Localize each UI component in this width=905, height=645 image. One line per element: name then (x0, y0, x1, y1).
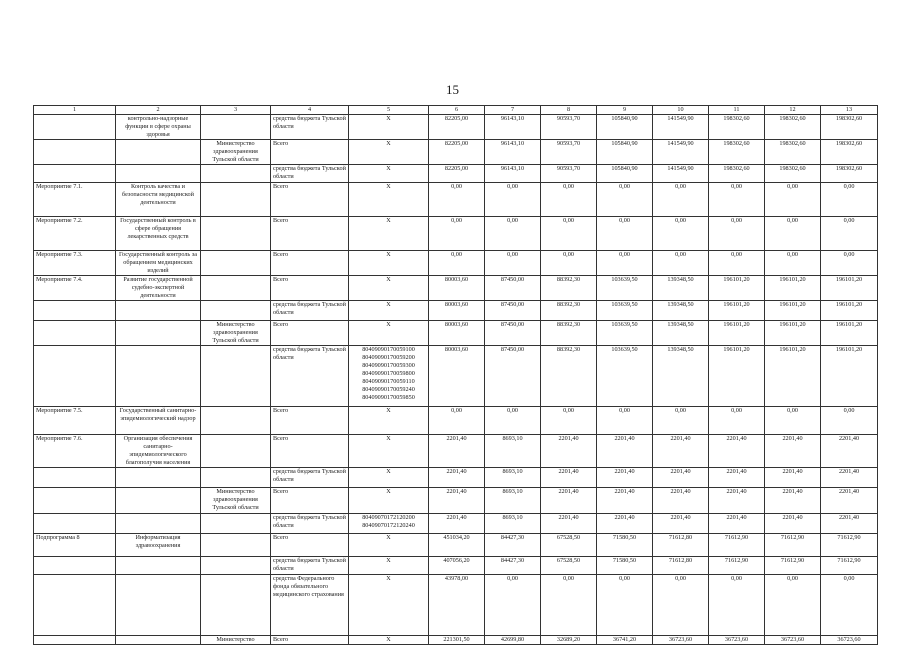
year-value-cell: 105840,90 (597, 115, 653, 140)
year-value-cell: 0,00 (709, 216, 765, 250)
year-value-cell: 139348,50 (653, 320, 709, 345)
year-value-cell: 407056,20 (429, 556, 485, 574)
row-executor (201, 533, 271, 556)
row-executor (201, 435, 271, 468)
row-executor (201, 165, 271, 182)
year-value-cell: 139348,50 (653, 275, 709, 300)
year-value-cell: 0,00 (653, 182, 709, 216)
row-description (116, 346, 201, 407)
table-row (34, 300, 878, 320)
year-value-cell: 2201,40 (429, 468, 485, 488)
table-row (34, 182, 878, 216)
row-label (34, 556, 116, 574)
year-value-cell: 196101,20 (821, 275, 878, 300)
year-value-cell: 0,00 (429, 216, 485, 250)
year-value-cell: 0,00 (821, 182, 878, 216)
year-value-cell: 139348,50 (653, 300, 709, 320)
row-budget-code: Х (349, 533, 429, 556)
year-value-cell: 139348,50 (653, 346, 709, 407)
row-budget-code: Х (349, 407, 429, 435)
year-value-cell: 0,00 (765, 216, 821, 250)
year-value-cell: 0,00 (541, 407, 597, 435)
year-value-cell: 0,00 (541, 216, 597, 250)
year-value-cell: 36723,60 (709, 635, 765, 644)
year-value-cell: 0,00 (653, 250, 709, 275)
table-row (34, 556, 878, 574)
row-executor (201, 300, 271, 320)
year-value-cell: 0,00 (485, 182, 541, 216)
year-value-cell: 198302,60 (821, 165, 878, 182)
row-budget-code: 80409070172120200 80409070172120240 (349, 513, 429, 533)
row-funding-source: средства бюджета Тульской области (271, 115, 349, 140)
col-number: 1 (34, 106, 116, 115)
year-value-cell: 2201,40 (429, 488, 485, 513)
table-row (34, 140, 878, 165)
row-funding-source: средства бюджета Тульской области (271, 513, 349, 533)
year-value-cell: 0,00 (821, 407, 878, 435)
year-value-cell: 0,00 (653, 574, 709, 635)
row-funding-source: Всего (271, 488, 349, 513)
row-description (116, 300, 201, 320)
year-value-cell: 0,00 (541, 182, 597, 216)
year-value-cell: 8693,10 (485, 488, 541, 513)
row-budget-code: Х (349, 574, 429, 635)
year-value-cell: 42699,80 (485, 635, 541, 644)
year-value-cell: 0,00 (485, 216, 541, 250)
row-description (116, 165, 201, 182)
year-value-cell: 2201,40 (429, 513, 485, 533)
row-budget-code: Х (349, 635, 429, 644)
row-label (34, 488, 116, 513)
year-value-cell: 80003,60 (429, 300, 485, 320)
year-value-cell: 2201,40 (541, 468, 597, 488)
year-value-cell: 2201,40 (597, 435, 653, 468)
row-funding-source: Всего (271, 182, 349, 216)
row-executor (201, 182, 271, 216)
row-description (116, 140, 201, 165)
year-value-cell: 71580,50 (597, 533, 653, 556)
year-value-cell: 2201,40 (597, 513, 653, 533)
year-value-cell: 36741,20 (597, 635, 653, 644)
year-value-cell: 0,00 (597, 407, 653, 435)
year-value-cell: 141549,90 (653, 140, 709, 165)
table-row (34, 275, 878, 300)
table-row (34, 165, 878, 182)
column-number-row (34, 106, 878, 115)
row-funding-source: средства бюджета Тульской области (271, 165, 349, 182)
row-description (116, 556, 201, 574)
row-label: Подпрограмма 8 (34, 533, 116, 556)
row-label (34, 165, 116, 182)
year-value-cell: 2201,40 (653, 513, 709, 533)
table-row (34, 346, 878, 407)
year-value-cell: 2201,40 (709, 435, 765, 468)
year-value-cell: 2201,40 (765, 435, 821, 468)
row-funding-source: Всего (271, 635, 349, 644)
row-funding-source: средства Федерального фонда обязательного медицинского страхования (271, 574, 349, 635)
row-label (34, 346, 116, 407)
row-budget-code: Х (349, 468, 429, 488)
row-funding-source: Всего (271, 250, 349, 275)
year-value-cell: 103639,50 (597, 275, 653, 300)
year-value-cell: 103639,50 (597, 346, 653, 407)
row-executor: Министерство (201, 635, 271, 644)
row-description: контрольно-надзорные функции в сфере охраны здоровья (116, 115, 201, 140)
page-number: 15 (446, 82, 459, 97)
year-value-cell: 87450,00 (485, 300, 541, 320)
row-description: Государственный контроль в сфере обращения лекарственных средств (116, 216, 201, 250)
year-value-cell: 71612,90 (709, 533, 765, 556)
year-value-cell: 0,00 (765, 250, 821, 275)
row-funding-source: средства бюджета Тульской области (271, 300, 349, 320)
year-value-cell: 0,00 (485, 407, 541, 435)
row-label (34, 320, 116, 345)
row-description: Государственный контроль за обращением медицинских изделий (116, 250, 201, 275)
year-value-cell: 2201,40 (429, 435, 485, 468)
row-funding-source: Всего (271, 320, 349, 345)
row-label (34, 300, 116, 320)
year-value-cell: 0,00 (709, 250, 765, 275)
row-funding-source: Всего (271, 275, 349, 300)
col-number: 13 (821, 106, 878, 115)
year-value-cell: 32689,20 (541, 635, 597, 644)
year-value-cell: 67528,50 (541, 556, 597, 574)
table-row (34, 435, 878, 468)
year-value-cell: 2201,40 (821, 488, 878, 513)
year-value-cell: 90593,70 (541, 165, 597, 182)
year-value-cell: 198302,60 (765, 165, 821, 182)
year-value-cell: 36723,60 (821, 635, 878, 644)
table-row (34, 488, 878, 513)
row-label (34, 140, 116, 165)
year-value-cell: 71612,90 (709, 556, 765, 574)
row-budget-code: Х (349, 556, 429, 574)
row-executor: Министерство здравоохранения Тульской области (201, 140, 271, 165)
row-budget-code: Х (349, 182, 429, 216)
year-value-cell: 80003,60 (429, 320, 485, 345)
row-description: Организация обеспечения санитарно-эпидемиологического благополучия населения (116, 435, 201, 468)
year-value-cell: 87450,00 (485, 275, 541, 300)
year-value-cell: 0,00 (597, 250, 653, 275)
year-value-cell: 198302,60 (709, 140, 765, 165)
year-value-cell: 0,00 (821, 574, 878, 635)
row-description (116, 513, 201, 533)
table-row (34, 216, 878, 250)
year-value-cell: 67528,50 (541, 533, 597, 556)
year-value-cell: 0,00 (429, 250, 485, 275)
year-value-cell: 2201,40 (765, 513, 821, 533)
row-executor (201, 250, 271, 275)
row-budget-code: Х (349, 488, 429, 513)
year-value-cell: 87450,00 (485, 346, 541, 407)
year-value-cell: 0,00 (709, 574, 765, 635)
col-number: 12 (765, 106, 821, 115)
year-value-cell: 2201,40 (765, 488, 821, 513)
year-value-cell: 198302,60 (709, 115, 765, 140)
row-executor (201, 468, 271, 488)
row-description (116, 468, 201, 488)
year-value-cell: 2201,40 (653, 488, 709, 513)
year-value-cell: 198302,60 (765, 115, 821, 140)
row-budget-code: Х (349, 115, 429, 140)
year-value-cell: 80003,60 (429, 275, 485, 300)
row-executor (201, 346, 271, 407)
year-value-cell: 103639,50 (597, 320, 653, 345)
col-number: 6 (429, 106, 485, 115)
year-value-cell: 8693,10 (485, 513, 541, 533)
year-value-cell: 2201,40 (541, 488, 597, 513)
table-row (34, 533, 878, 556)
year-value-cell: 221301,50 (429, 635, 485, 644)
row-label: Мероприятие 7.3. (34, 250, 116, 275)
year-value-cell: 0,00 (429, 407, 485, 435)
year-value-cell: 96143,10 (485, 165, 541, 182)
year-value-cell: 96143,10 (485, 115, 541, 140)
row-executor (201, 513, 271, 533)
row-label: Мероприятие 7.5. (34, 407, 116, 435)
row-funding-source: средства бюджета Тульской области (271, 468, 349, 488)
row-executor (201, 407, 271, 435)
year-value-cell: 141549,90 (653, 115, 709, 140)
year-value-cell: 196101,20 (765, 346, 821, 407)
table-row (34, 513, 878, 533)
year-value-cell: 196101,20 (821, 346, 878, 407)
year-value-cell: 0,00 (541, 574, 597, 635)
table-row (34, 320, 878, 345)
year-value-cell: 2201,40 (821, 513, 878, 533)
budget-table (33, 105, 878, 645)
col-number: 7 (485, 106, 541, 115)
year-value-cell: 0,00 (485, 574, 541, 635)
year-value-cell: 0,00 (597, 574, 653, 635)
year-value-cell: 71612,80 (653, 556, 709, 574)
year-value-cell: 82205,00 (429, 165, 485, 182)
year-value-cell: 2201,40 (709, 468, 765, 488)
row-description: Развитие государственной судебно-экспертной деятельности (116, 275, 201, 300)
row-funding-source: Всего (271, 435, 349, 468)
year-value-cell: 141549,90 (653, 165, 709, 182)
row-description (116, 488, 201, 513)
year-value-cell: 2201,40 (709, 488, 765, 513)
year-value-cell: 88392,30 (541, 300, 597, 320)
row-budget-code: Х (349, 250, 429, 275)
year-value-cell: 0,00 (429, 182, 485, 216)
row-budget-code: Х (349, 435, 429, 468)
year-value-cell: 84427,30 (485, 533, 541, 556)
year-value-cell: 96143,10 (485, 140, 541, 165)
year-value-cell: 0,00 (765, 574, 821, 635)
year-value-cell: 71612,90 (765, 533, 821, 556)
year-value-cell: 0,00 (597, 216, 653, 250)
year-value-cell: 84427,30 (485, 556, 541, 574)
row-budget-code: Х (349, 320, 429, 345)
year-value-cell: 71612,80 (653, 533, 709, 556)
row-funding-source: средства бюджета Тульской области (271, 346, 349, 407)
year-value-cell: 2201,40 (597, 488, 653, 513)
year-value-cell: 36723,60 (765, 635, 821, 644)
year-value-cell: 196101,20 (709, 300, 765, 320)
year-value-cell: 80003,60 (429, 346, 485, 407)
row-budget-code: 80409090170059100 80409090170059200 80409090170059300 80409090170059800 80409090170059110 80409090170059240 80409090170059850 (349, 346, 429, 407)
row-label (34, 513, 116, 533)
year-value-cell: 2201,40 (653, 468, 709, 488)
year-value-cell: 71612,90 (821, 533, 878, 556)
year-value-cell: 0,00 (485, 250, 541, 275)
table-row (34, 115, 878, 140)
year-value-cell: 2201,40 (821, 468, 878, 488)
row-label (34, 115, 116, 140)
year-value-cell: 0,00 (765, 182, 821, 216)
year-value-cell: 196101,20 (709, 346, 765, 407)
year-value-cell: 198302,60 (765, 140, 821, 165)
year-value-cell: 0,00 (653, 407, 709, 435)
col-number: 4 (271, 106, 349, 115)
year-value-cell: 196101,20 (821, 300, 878, 320)
row-description (116, 320, 201, 345)
year-value-cell: 71580,50 (597, 556, 653, 574)
year-value-cell: 2201,40 (709, 513, 765, 533)
col-number: 10 (653, 106, 709, 115)
year-value-cell: 8693,10 (485, 435, 541, 468)
row-description: Контроль качества и безопасности медицинской деятельности (116, 182, 201, 216)
row-label: Мероприятие 7.6. (34, 435, 116, 468)
year-value-cell: 2201,40 (597, 468, 653, 488)
row-funding-source: Всего (271, 533, 349, 556)
row-executor: Министерство здравоохранения Тульской области (201, 320, 271, 345)
row-label: Мероприятие 7.4. (34, 275, 116, 300)
year-value-cell: 2201,40 (653, 435, 709, 468)
col-number: 9 (597, 106, 653, 115)
table-row (34, 250, 878, 275)
row-executor (201, 115, 271, 140)
year-value-cell: 451034,20 (429, 533, 485, 556)
row-executor: Министерство здравоохранения Тульской области (201, 488, 271, 513)
year-value-cell: 196101,20 (765, 275, 821, 300)
col-number: 3 (201, 106, 271, 115)
table-row (34, 407, 878, 435)
table-row (34, 468, 878, 488)
row-budget-code: Х (349, 216, 429, 250)
year-value-cell: 71612,90 (765, 556, 821, 574)
year-value-cell: 82205,00 (429, 140, 485, 165)
row-description: Государственный санитарно-эпидемиологический надзор (116, 407, 201, 435)
row-label: Мероприятие 7.1. (34, 182, 116, 216)
row-label (34, 574, 116, 635)
row-budget-code: Х (349, 300, 429, 320)
year-value-cell: 90593,70 (541, 140, 597, 165)
year-value-cell: 88392,30 (541, 320, 597, 345)
year-value-cell: 2201,40 (541, 513, 597, 533)
row-executor (201, 275, 271, 300)
year-value-cell: 0,00 (709, 182, 765, 216)
year-value-cell: 90593,70 (541, 115, 597, 140)
year-value-cell: 196101,20 (709, 275, 765, 300)
row-funding-source: Всего (271, 407, 349, 435)
row-description (116, 574, 201, 635)
year-value-cell: 8693,10 (485, 468, 541, 488)
table-row (34, 574, 878, 635)
col-number: 2 (116, 106, 201, 115)
col-number: 11 (709, 106, 765, 115)
row-label: Мероприятие 7.2. (34, 216, 116, 250)
year-value-cell: 103639,50 (597, 300, 653, 320)
year-value-cell: 0,00 (709, 407, 765, 435)
row-executor (201, 556, 271, 574)
year-value-cell: 0,00 (653, 216, 709, 250)
row-funding-source: Всего (271, 140, 349, 165)
row-executor (201, 216, 271, 250)
row-funding-source: Всего (271, 216, 349, 250)
year-value-cell: 198302,60 (821, 140, 878, 165)
year-value-cell: 2201,40 (765, 468, 821, 488)
year-value-cell: 0,00 (821, 216, 878, 250)
year-value-cell: 87450,00 (485, 320, 541, 345)
col-number: 5 (349, 106, 429, 115)
year-value-cell: 196101,20 (765, 320, 821, 345)
year-value-cell: 0,00 (765, 407, 821, 435)
year-value-cell: 88392,30 (541, 346, 597, 407)
year-value-cell: 71612,90 (821, 556, 878, 574)
row-budget-code: Х (349, 165, 429, 182)
year-value-cell: 36723,60 (653, 635, 709, 644)
year-value-cell: 196101,20 (765, 300, 821, 320)
year-value-cell: 0,00 (541, 250, 597, 275)
row-description: Информатизация здравоохранения (116, 533, 201, 556)
year-value-cell: 105840,90 (597, 140, 653, 165)
year-value-cell: 82205,00 (429, 115, 485, 140)
year-value-cell: 196101,20 (709, 320, 765, 345)
col-number: 8 (541, 106, 597, 115)
row-budget-code: Х (349, 140, 429, 165)
year-value-cell: 105840,90 (597, 165, 653, 182)
year-value-cell: 198302,60 (709, 165, 765, 182)
year-value-cell: 2201,40 (541, 435, 597, 468)
year-value-cell: 196101,20 (821, 320, 878, 345)
year-value-cell: 2201,40 (821, 435, 878, 468)
year-value-cell: 0,00 (821, 250, 878, 275)
row-funding-source: средства бюджета Тульской области (271, 556, 349, 574)
row-budget-code: Х (349, 275, 429, 300)
row-executor (201, 574, 271, 635)
year-value-cell: 0,00 (597, 182, 653, 216)
year-value-cell: 43978,00 (429, 574, 485, 635)
year-value-cell: 198302,60 (821, 115, 878, 140)
row-label (34, 468, 116, 488)
year-value-cell: 88392,30 (541, 275, 597, 300)
